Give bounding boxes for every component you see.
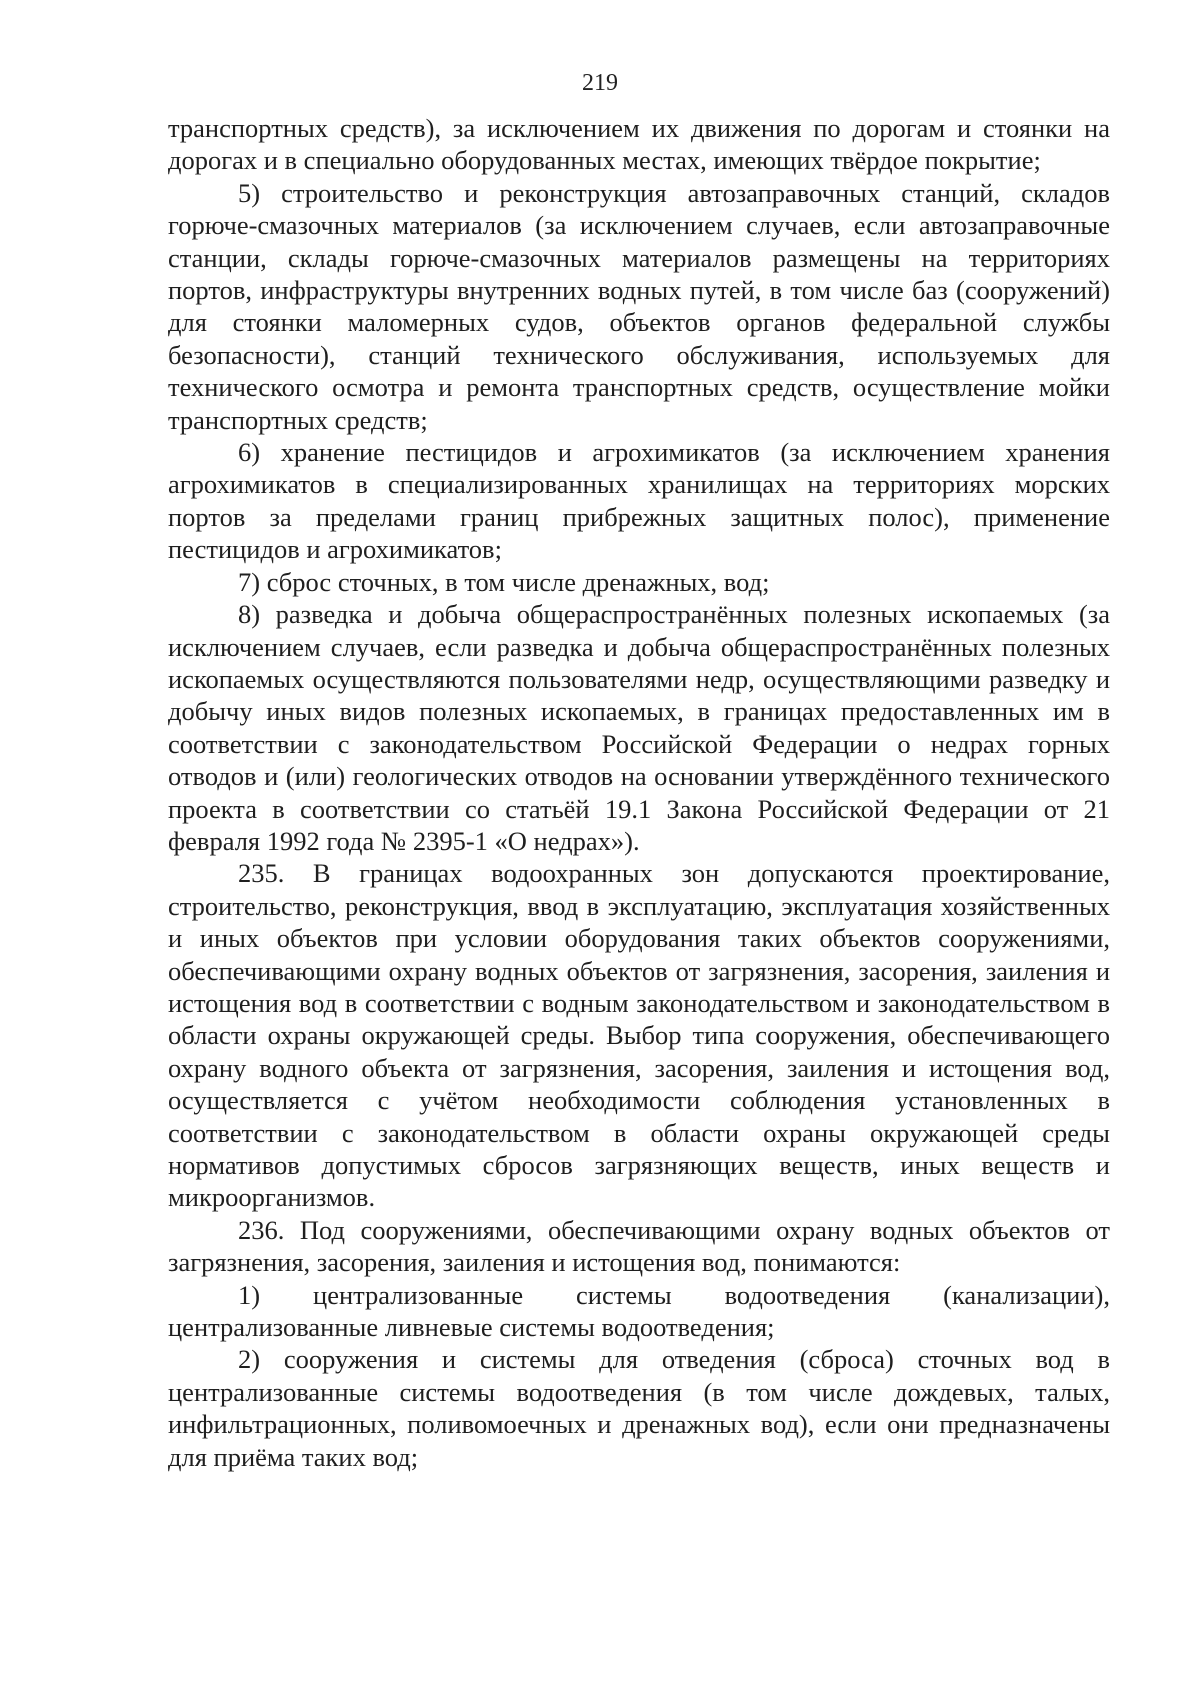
list-item-7: 7) сброс сточных, в том числе дренажных, вод; — [238, 566, 770, 597]
document-body — [168, 112, 1110, 1473]
list-item-2: 2) сооружения и системы для отведения (сброса) сточных вод в централизованные системы водоотведения (в том числе дождевых, талых, инфильтрационных, поливомоечных и дренажных вод), если они предназначены для приёма таких вод; — [168, 1344, 1110, 1472]
paragraph-continuation: транспортных средств), за исключением их движения по дорогам и стоянки на дорогах и в специально оборудованных местах, имеющих твёрдое покрытие; — [168, 113, 1110, 176]
list-item-6: 6) хранение пестицидов и агрохимикатов (за исключением хранения агрохимикатов в специализированных хранилищах на территориях морских портов за пределами границ прибрежных защитных полос), применение пестицидов и агрохимикатов; — [168, 437, 1110, 565]
list-item-1: 1) централизованные системы водоотведения (канализации), централизованные ливневые системы водоотведения; — [168, 1279, 1110, 1343]
clause-235: 235. В границах водоохранных зон допускаются проектирование, строительство, реконструкция, ввод в эксплуатацию, эксплуатация хозяйственных и иных объектов при условии оборудования таких объектов сооружениями, обеспечивающими охрану водных объектов от загрязнения, засорения, заиления и истощения вод в соответствии с водным законодательством и законодательством в области охраны окружающей среды. Выбор типа сооружения, обеспечивающего охрану водного объекта от загрязнения, засорения, заиления и истощения вод, осуществляется с учётом необходимости соблюдения установленных в соответствии с законодательством в области охраны окружающей среды нормативов допустимых сбросов загрязняющих веществ, иных веществ и микроорганизмов. — [168, 858, 1110, 1213]
list-item-5: 5) строительство и реконструкция автозаправочных станций, складов горюче-смазочных материалов (за исключением случаев, если автозаправочные станции, склады горюче-смазочных материалов размещены на территориях портов, инфраструктуры внутренних водных путей, в том числе баз (сооружений) для стоянки маломерных судов, объектов органов федеральной службы безопасности), станций технического обслуживания, используемых для технического осмотра и ремонта транспортных средств, осуществление мойки транспортных средств; — [168, 177, 1110, 435]
clause-236: 236. Под сооружениями, обеспечивающими охрану водных объектов от загрязнения, засорения, заиления и истощения вод, понимаются: — [168, 1214, 1110, 1278]
list-item-8: 8) разведка и добыча общераспространённых полезных ископаемых (за исключением случаев, если разведка и добыча общераспространённых полезных ископаемых осуществляются пользователями недр, осуществляющими разведку и добычу иных видов полезных ископаемых, в границах предоставленных им в соответствии с законодательством Российской Федерации о недрах горных отводов и (или) геологических отводов на основании утверждённого технического проекта в соответствии со статьёй 19.1 Закона Российской Федерации от 21 февраля 1992 года № 2395-1 «О недрах»). — [168, 599, 1110, 856]
page-number: 219 — [582, 70, 618, 96]
